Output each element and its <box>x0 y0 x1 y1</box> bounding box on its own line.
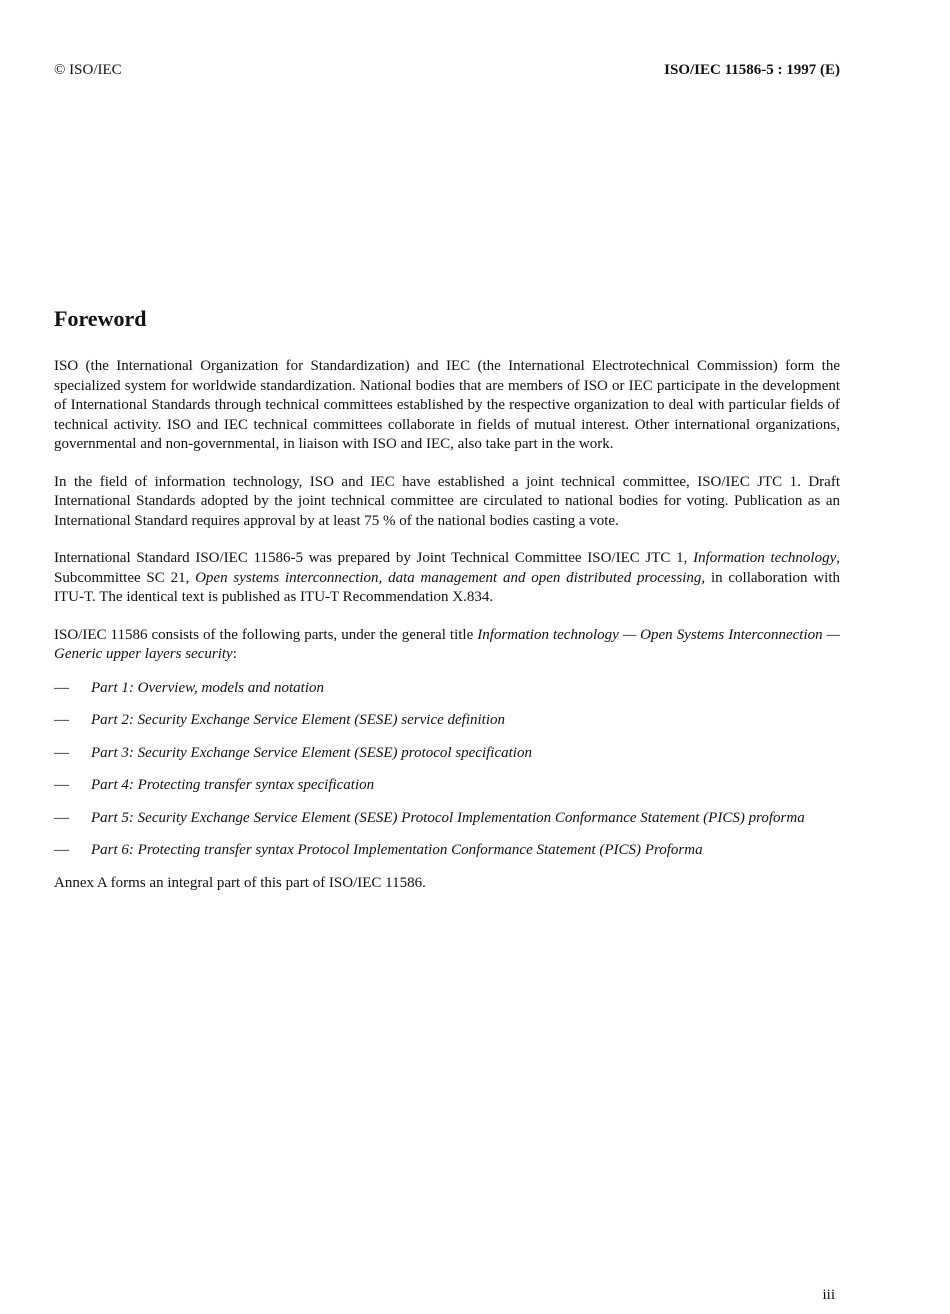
list-dash: — <box>54 777 69 793</box>
paragraph-4-italic-title: Information technology — Open Systems Interconnection — Generic upper layers security <box>54 626 840 662</box>
foreword-paragraph-2: In the field of information technology, ISO and IEC have established a joint technical committee, ISO/IEC JTC 1. Draft International Standards adopted by the joint technical committee are circulated to national bodies for voting. Publication as an International Standard requires approval by at least 75 % of the national bodies casting a vote. <box>54 473 840 529</box>
list-item <box>54 679 840 699</box>
list-dash: — <box>54 679 69 696</box>
page-number: iii <box>822 1287 835 1303</box>
part-4-title: Part 4: Protecting transfer syntax specification <box>91 777 375 793</box>
list-item <box>54 711 840 731</box>
foreword-paragraph-1: ISO (the International Organization for Standardization) and IEC (the International Electrotechnical Commission) form the specialized system for worldwide standardization. National bodies that are members of ISO or IEC participate in the development of International Standards through technical committees established by the respective organization to deal with particular fields of technical activity. ISO and IEC technical committees collaborate in fields of mutual interest. Other international organizations, governmental and non-governmental, in liaison with ISO and IEC, also take part in the work. <box>54 358 840 452</box>
parts-list <box>54 679 840 861</box>
header-document-id: ISO/IEC 11586-5 : 1997 (E) <box>664 62 840 78</box>
part-5-title: Part 5: Security Exchange Service Element (SESE) Protocol Implementation Conformance Statement (PICS) proforma <box>91 809 805 826</box>
paragraph-4-text-a: ISO/IEC 11586 consists of the following parts, under the general title <box>54 626 478 643</box>
list-dash: — <box>54 809 69 826</box>
foreword-paragraph-4 <box>54 626 840 665</box>
part-2-title: Part 2: Security Exchange Service Element (SESE) service definition <box>91 712 506 728</box>
list-item <box>54 776 840 796</box>
paragraph-3-text-a: International Standard ISO/IEC 11586-5 was prepared by Joint Technical Committee ISO/IEC JTC 1, <box>54 550 694 566</box>
list-dash: — <box>54 712 69 728</box>
paragraph-4-text-b: : <box>232 646 237 662</box>
part-3-title: Part 3: Security Exchange Service Element (SESE) protocol specification <box>91 744 532 761</box>
paragraph-3-text-b: , Subcommittee SC 21, <box>54 550 840 586</box>
foreword-paragraph-3 <box>54 549 840 608</box>
part-1-title: Part 1: Overview, models and notation <box>91 679 325 696</box>
foreword-section <box>54 305 840 911</box>
list-dash: — <box>54 744 69 761</box>
paragraph-3-italic-b: Open systems interconnection, data management and open distributed processing <box>195 569 702 586</box>
paragraph-3-italic-a: Information technology <box>693 550 837 566</box>
paragraph-3-text-c: , in collaboration with ITU-T. The identical text is published as ITU-T Recommendation X.834. <box>54 569 840 605</box>
list-item <box>54 809 840 829</box>
list-dash: — <box>54 842 69 858</box>
list-item <box>54 841 840 861</box>
foreword-title: Foreword <box>54 306 147 331</box>
header-copyright: © ISO/IEC <box>54 62 122 78</box>
list-item <box>54 744 840 764</box>
part-6-title: Part 6: Protecting transfer syntax Protocol Implementation Conformance Statement (PICS) Proforma <box>91 842 703 858</box>
annex-statement: Annex A forms an integral part of this part of ISO/IEC 11586. <box>54 874 426 891</box>
